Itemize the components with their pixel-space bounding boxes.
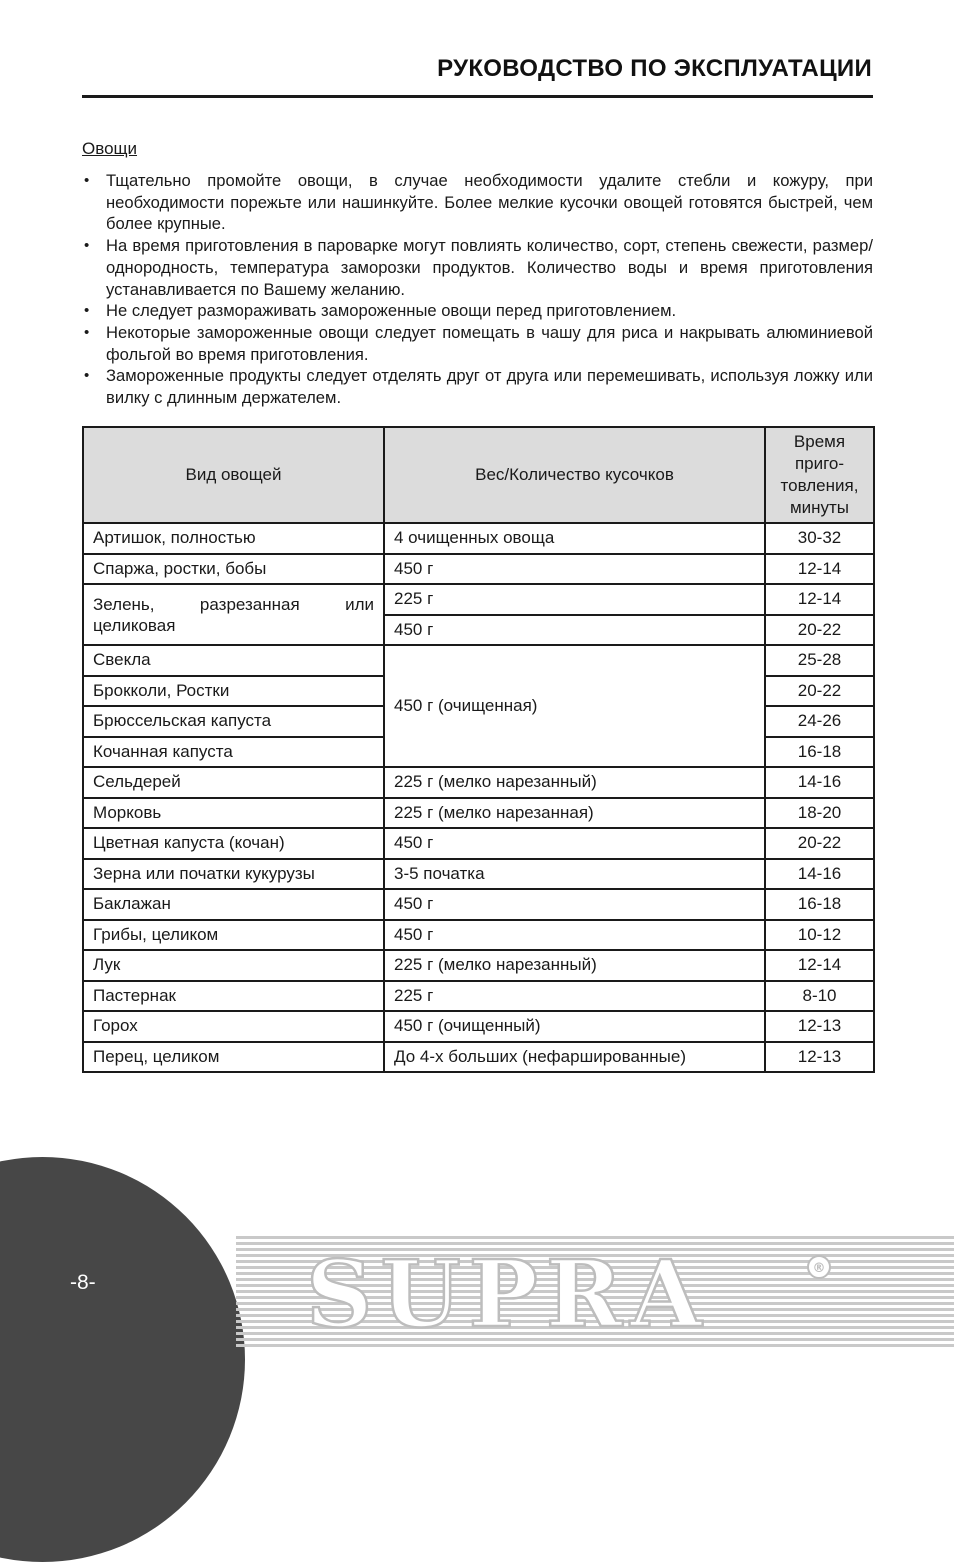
time-cell: 24-26 xyxy=(765,706,874,737)
time-cell: 12-13 xyxy=(765,1011,874,1042)
table-header-row xyxy=(83,427,874,523)
time-cell: 12-14 xyxy=(765,584,874,615)
tips-list xyxy=(82,170,873,409)
weight-cell: До 4-х больших (нефаршированные) xyxy=(384,1042,765,1073)
vegetable-type-cell: Морковь xyxy=(83,798,384,829)
weight-cell: 225 г (мелко нарезанная) xyxy=(384,798,765,829)
weight-cell: 450 г xyxy=(384,889,765,920)
list-item: • Замороженные продукты следует отделять друг от друга или перемешивать, используя ложку или вилку с длинным держателем. xyxy=(82,365,873,408)
cooking-time-table xyxy=(82,426,875,1073)
time-cell: 14-16 xyxy=(765,767,874,798)
page-number: -8- xyxy=(70,1271,96,1294)
header-divider xyxy=(82,95,873,98)
time-cell: 20-22 xyxy=(765,828,874,859)
corner-decoration xyxy=(0,1157,245,1562)
table-row xyxy=(83,1042,874,1073)
vegetable-type-cell: Артишок, полностью xyxy=(83,523,384,554)
weight-cell: 450 г xyxy=(384,920,765,951)
table-row xyxy=(83,584,874,615)
weight-cell: 450 г xyxy=(384,828,765,859)
table-row xyxy=(83,554,874,585)
vegetable-type-cell: Зелень, разрезанная или целиковая xyxy=(83,584,384,645)
vegetable-type-cell: Пастернак xyxy=(83,981,384,1012)
table-row xyxy=(83,1011,874,1042)
vegetable-type-cell: Грибы, целиком xyxy=(83,920,384,951)
weight-cell: 225 г (мелко нарезанный) xyxy=(384,767,765,798)
weight-cell: 450 г (очищенный) xyxy=(384,1011,765,1042)
table-row xyxy=(83,767,874,798)
table-row xyxy=(83,828,874,859)
header-cooking-time: Время приго-товления, минуты xyxy=(765,427,874,523)
vegetable-type-cell: Горох xyxy=(83,1011,384,1042)
vegetable-type-cell: Баклажан xyxy=(83,889,384,920)
weight-cell: 225 г xyxy=(384,981,765,1012)
table-row xyxy=(83,523,874,554)
weight-cell: 450 г (очищенная) xyxy=(384,645,765,767)
time-cell: 16-18 xyxy=(765,737,874,768)
weight-cell: 450 г xyxy=(384,554,765,585)
time-cell: 18-20 xyxy=(765,798,874,829)
time-cell: 30-32 xyxy=(765,523,874,554)
time-cell: 8-10 xyxy=(765,981,874,1012)
table-row xyxy=(83,981,874,1012)
table-row xyxy=(83,798,874,829)
weight-cell: 225 г xyxy=(384,584,765,615)
table-row xyxy=(83,859,874,890)
list-item: • Некоторые замороженные овощи следует помещать в чашу для риса и накрывать алюминиевой фольгой во время приготовления. xyxy=(82,322,873,365)
time-cell: 14-16 xyxy=(765,859,874,890)
vegetable-type-cell: Лук xyxy=(83,950,384,981)
weight-cell: 450 г xyxy=(384,615,765,646)
vegetable-type-cell: Брюссельская капуста xyxy=(83,706,384,737)
table-row xyxy=(83,645,874,676)
header-vegetable-type: Вид овощей xyxy=(83,427,384,523)
vegetable-type-cell: Сельдерей xyxy=(83,767,384,798)
list-item: • На время приготовления в пароварке могут повлиять количество, сорт, степень свежести, размер/однородность, температура заморозки продуктов. Количество воды и время приготовления устанавливается по Вашему желанию. xyxy=(82,235,873,300)
registered-mark: ® xyxy=(812,1261,826,1276)
time-cell: 12-14 xyxy=(765,554,874,585)
time-cell: 12-14 xyxy=(765,950,874,981)
vegetable-type-cell: Брокколи, Ростки xyxy=(83,676,384,707)
vegetable-type-cell: Кочанная капуста xyxy=(83,737,384,768)
table-row xyxy=(83,920,874,951)
page-header-title: РУКОВОДСТВО ПО ЭКСПЛУАТАЦИИ xyxy=(437,55,872,82)
brand-wordmark: SUPRA xyxy=(306,1240,710,1348)
vegetable-type-cell: Свекла xyxy=(83,645,384,676)
list-item: • Тщательно промойте овощи, в случае необходимости удалите стебли и кожуру, при необходимости порежьте или нашинкуйте. Более мелкие кусочки овощей готовятся быстрей, чем более крупные. xyxy=(82,170,873,235)
time-cell: 10-12 xyxy=(765,920,874,951)
vegetable-type-cell: Зерна или початки кукурузы xyxy=(83,859,384,890)
header-weight: Вес/Количество кусочков xyxy=(384,427,765,523)
time-cell: 20-22 xyxy=(765,676,874,707)
weight-cell: 4 очищенных овоща xyxy=(384,523,765,554)
section-title: Овощи xyxy=(82,139,138,158)
list-item: • Не следует размораживать замороженные овощи перед приготовлением. xyxy=(82,300,873,322)
time-cell: 25-28 xyxy=(765,645,874,676)
table-row xyxy=(83,950,874,981)
table-row xyxy=(83,889,874,920)
vegetable-type-cell: Спаржа, ростки, бобы xyxy=(83,554,384,585)
vegetable-type-cell: Перец, целиком xyxy=(83,1042,384,1073)
weight-cell: 3-5 початка xyxy=(384,859,765,890)
time-cell: 16-18 xyxy=(765,889,874,920)
time-cell: 20-22 xyxy=(765,615,874,646)
vegetable-type-cell: Цветная капуста (кочан) xyxy=(83,828,384,859)
supra-logo xyxy=(236,1230,954,1354)
weight-cell: 225 г (мелко нарезанный) xyxy=(384,950,765,981)
time-cell: 12-13 xyxy=(765,1042,874,1073)
